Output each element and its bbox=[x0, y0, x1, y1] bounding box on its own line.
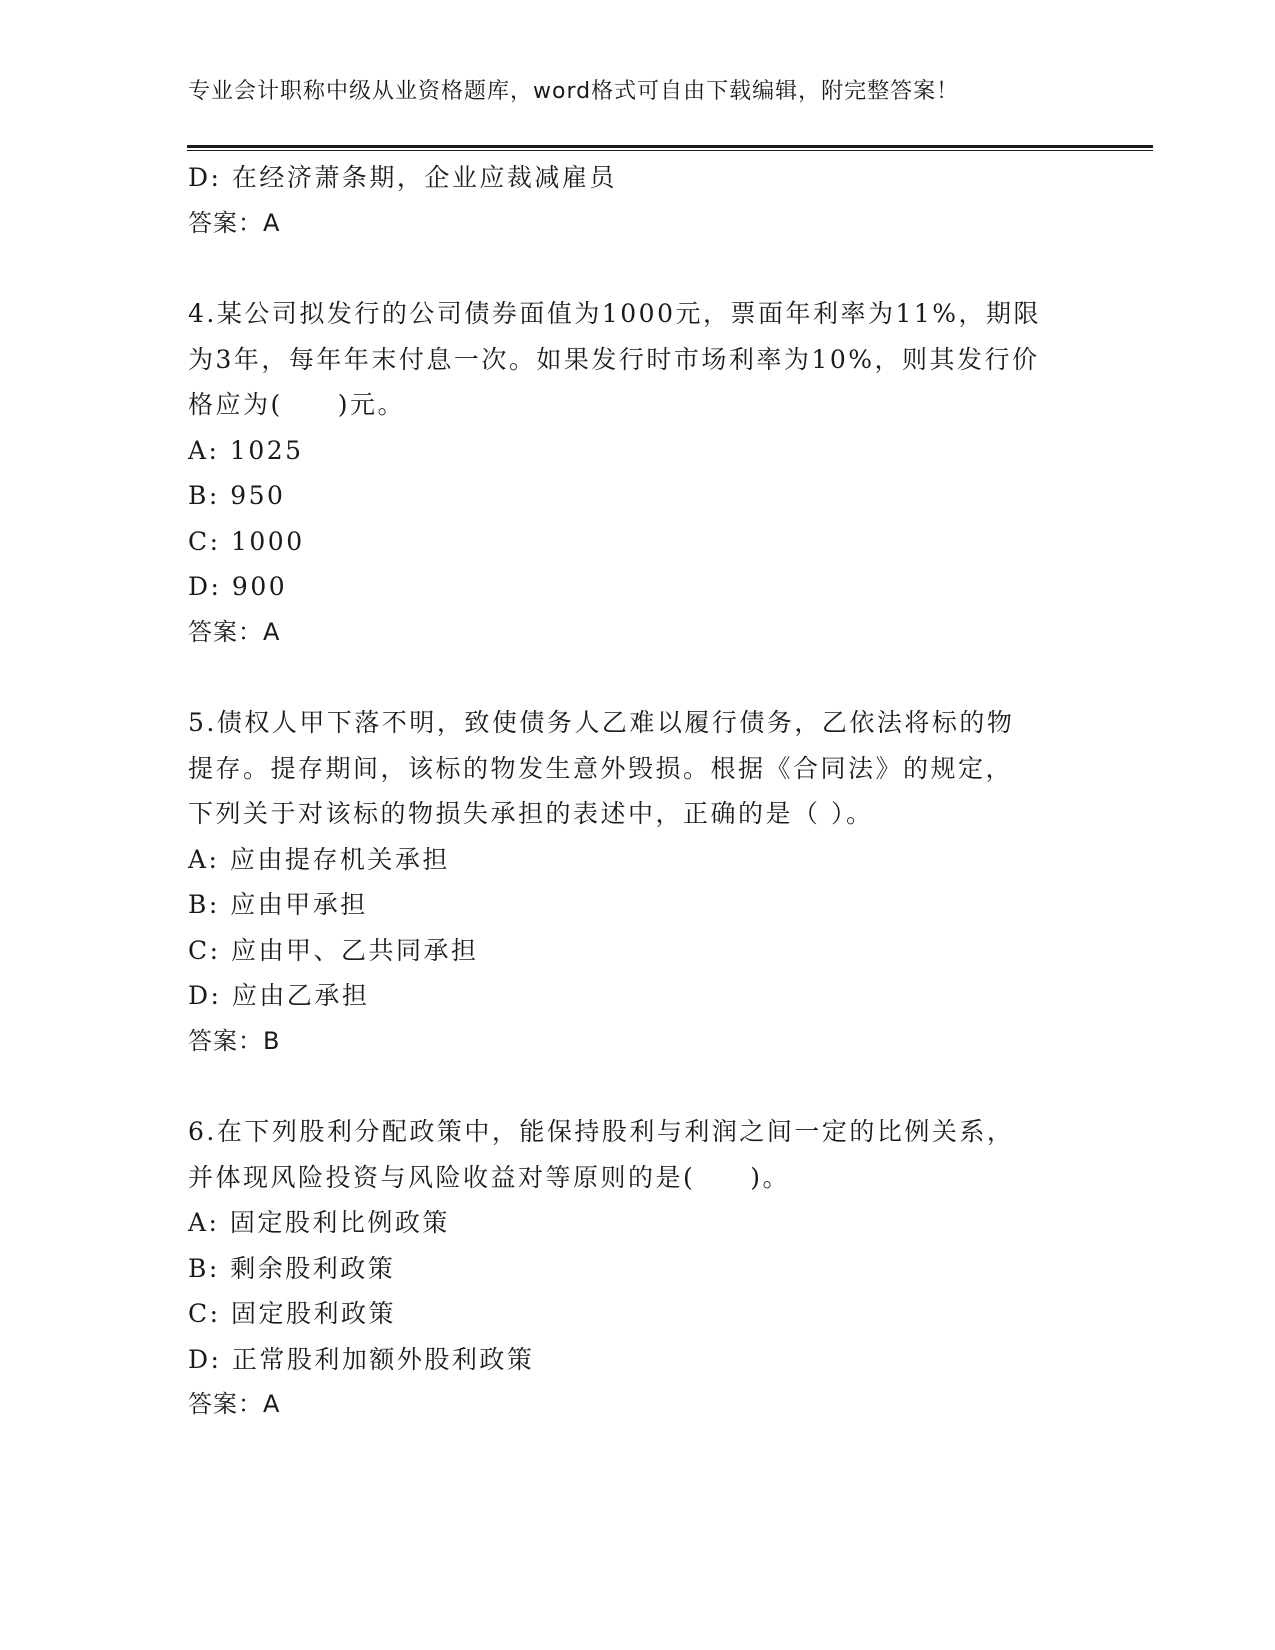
spacer bbox=[188, 655, 1088, 700]
option-a: A: 应由提存机关承担 bbox=[188, 844, 450, 874]
question-block-5 bbox=[188, 700, 1088, 1064]
answer: 答案：A bbox=[188, 1390, 281, 1418]
option-b: B: 950 bbox=[188, 481, 286, 510]
question-block-4 bbox=[188, 291, 1088, 655]
option-a: A: 固定股利比例政策 bbox=[188, 1208, 450, 1237]
question-text-line: 6.在下列股利分配政策中，能保持股利与利润之间一定的比例关系， bbox=[188, 1117, 1015, 1146]
header-rule-thick bbox=[187, 145, 1153, 148]
option-d: D: 900 bbox=[188, 572, 288, 601]
answer: 答案：A bbox=[188, 617, 281, 646]
page-header: 专业会计职称中级从业资格题库，word格式可自由下载编辑，附完整答案！ bbox=[188, 79, 960, 104]
header-rule-thin bbox=[187, 150, 1153, 151]
question-text-line: 下列关于对该标的物损失承担的表述中，正确的是（ ）。 bbox=[188, 799, 874, 828]
question-list bbox=[188, 155, 1088, 1428]
option-d: D: 在经济萧条期，企业应裁减雇员 bbox=[188, 163, 617, 192]
spacer bbox=[188, 246, 1088, 291]
question-text-line: 4.某公司拟发行的公司债券面值为1000元，票面年利率为11%，期限 bbox=[188, 299, 1042, 328]
option-c: C: 1000 bbox=[188, 526, 305, 556]
option-a: A: 1025 bbox=[188, 435, 304, 465]
option-c: C: 固定股利政策 bbox=[188, 1299, 396, 1328]
question-text-line: 为3年，每年年末付息一次。如果发行时市场利率为10%，则其发行价 bbox=[188, 344, 1040, 374]
option-d: D: 正常股利加额外股利政策 bbox=[188, 1344, 535, 1374]
option-b: B: 应由甲承担 bbox=[188, 890, 368, 919]
answer: 答案：A bbox=[188, 208, 281, 237]
question-block-6 bbox=[188, 1109, 1088, 1428]
spacer bbox=[188, 1064, 1088, 1109]
question-block-3 bbox=[188, 155, 1088, 246]
question-text-line: 提存。提存期间，该标的物发生意外毁损。根据《合同法》的规定， bbox=[188, 753, 1014, 783]
option-c: C: 应由甲、乙共同承担 bbox=[188, 935, 479, 965]
answer: 答案：B bbox=[188, 1026, 281, 1055]
question-text-line: 格应为( )元。 bbox=[188, 390, 406, 419]
question-text-line: 并体现风险投资与风险收益对等原则的是( )。 bbox=[188, 1162, 791, 1192]
question-text-line: 5.债权人甲下落不明，致使债务人乙难以履行债务，乙依法将标的物 bbox=[188, 708, 1015, 737]
option-b: B: 剩余股利政策 bbox=[188, 1253, 396, 1283]
option-d: D: 应由乙承担 bbox=[188, 981, 370, 1010]
